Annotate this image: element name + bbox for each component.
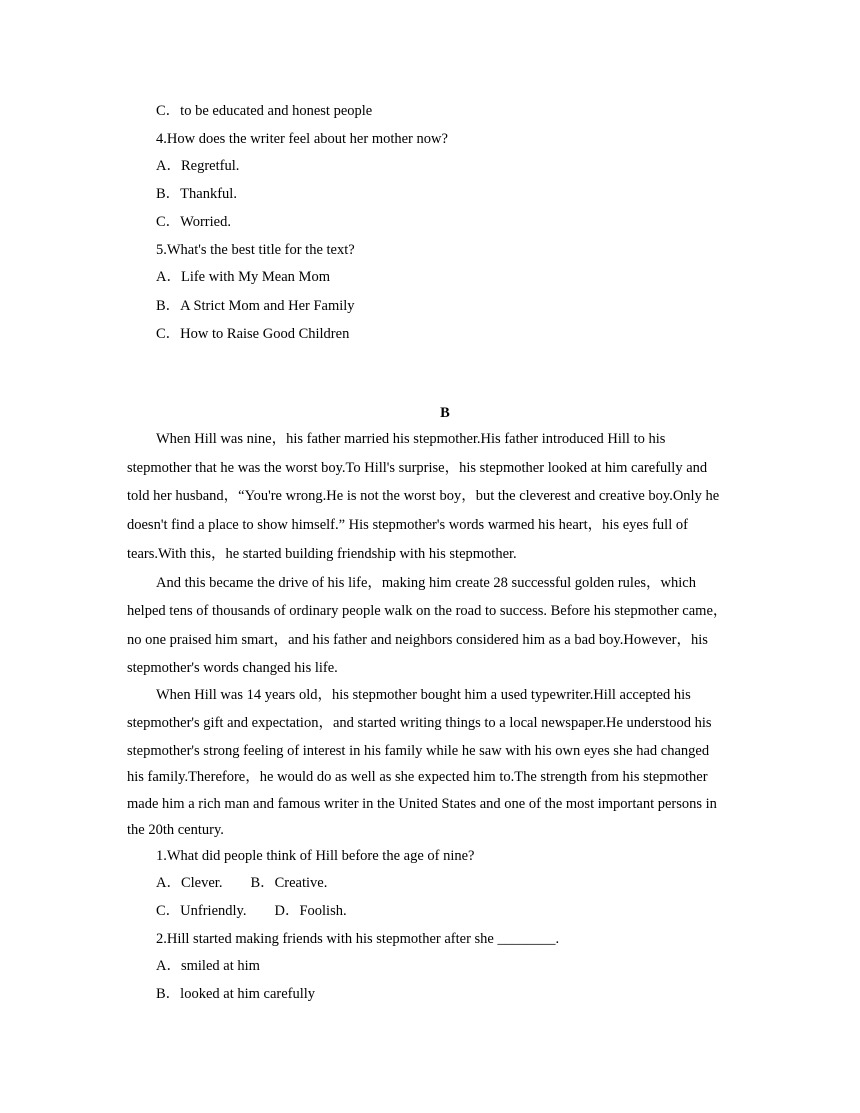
passage-line: the 20th century.: [127, 822, 224, 838]
passage-line: When Hill was 14 years old，his stepmother bought him a used typewriter.Hill accepted his: [156, 687, 691, 703]
passage-line: made him a rich man and famous writer in the United States and one of the most important persons in: [127, 796, 717, 812]
passage-line: no one praised him smart，and his father and neighbors considered him as a bad boy.However，his: [127, 632, 708, 648]
passage-line: helped tens of thousands of ordinary people walk on the road to success. Before his stepmother came，: [127, 603, 728, 619]
passage-line: When Hill was nine，his father married his stepmother.His father introduced Hill to his: [156, 431, 666, 447]
q4-stem: 4.How does the writer feel about her mother now?: [156, 131, 448, 147]
passage-line: stepmother that he was the worst boy.To Hill's surprise，his stepmother looked at him carefully and: [127, 460, 708, 476]
q1-option-d: D．Foolish.: [274, 903, 347, 919]
q5-option-a: A．Life with My Mean Mom: [156, 269, 330, 285]
q3-option-c: C．to be educated and honest people: [156, 103, 373, 119]
q2-option-a: A．smiled at him: [156, 958, 260, 974]
passage-line: his family.Therefore，he would do as well as she expected him to.The strength from his stepmother: [127, 769, 708, 785]
q4-option-b: B．Thankful.: [156, 186, 237, 202]
q1-options-row-2: [156, 902, 347, 920]
q1-option-b: B．Creative.: [250, 875, 328, 891]
passage-line: told her husband，“You're wrong.He is not the worst boy，but the cleverest and creative boy.Only he: [127, 488, 720, 504]
q5-option-b: B．A Strict Mom and Her Family: [156, 298, 355, 314]
q5-option-c: C．How to Raise Good Children: [156, 326, 350, 342]
q4-option-c: C．Worried.: [156, 214, 231, 230]
q4-option-a: A．Regretful.: [156, 158, 240, 174]
passage-line: stepmother's words changed his life.: [127, 660, 338, 676]
passage-line: tears.With this，he started building friendship with his stepmother.: [127, 546, 517, 562]
passage-line: And this became the drive of his life，making him create 28 successful golden rules，which: [156, 575, 696, 591]
section-heading: B: [440, 405, 450, 421]
q2-option-b: B．looked at him carefully: [156, 986, 316, 1002]
passage-line: stepmother's gift and expectation，and started writing things to a local newspaper.He understood his: [127, 715, 712, 731]
passage-line: doesn't find a place to show himself.” His stepmother's words warmed his heart，his eyes full of: [127, 517, 688, 533]
passage-line: stepmother's strong feeling of interest in his family while he saw with his own eyes she had changed: [127, 743, 710, 759]
q1-option-c: C．Unfriendly.: [156, 903, 247, 919]
q2-stem: 2.Hill started making friends with his stepmother after she ________.: [156, 931, 560, 947]
q1-options-row-1: [156, 874, 327, 892]
q5-stem: 5.What's the best title for the text?: [156, 242, 355, 258]
q1-stem: 1.What did people think of Hill before the age of nine?: [156, 848, 475, 864]
q1-option-a: A．Clever.: [156, 875, 223, 891]
